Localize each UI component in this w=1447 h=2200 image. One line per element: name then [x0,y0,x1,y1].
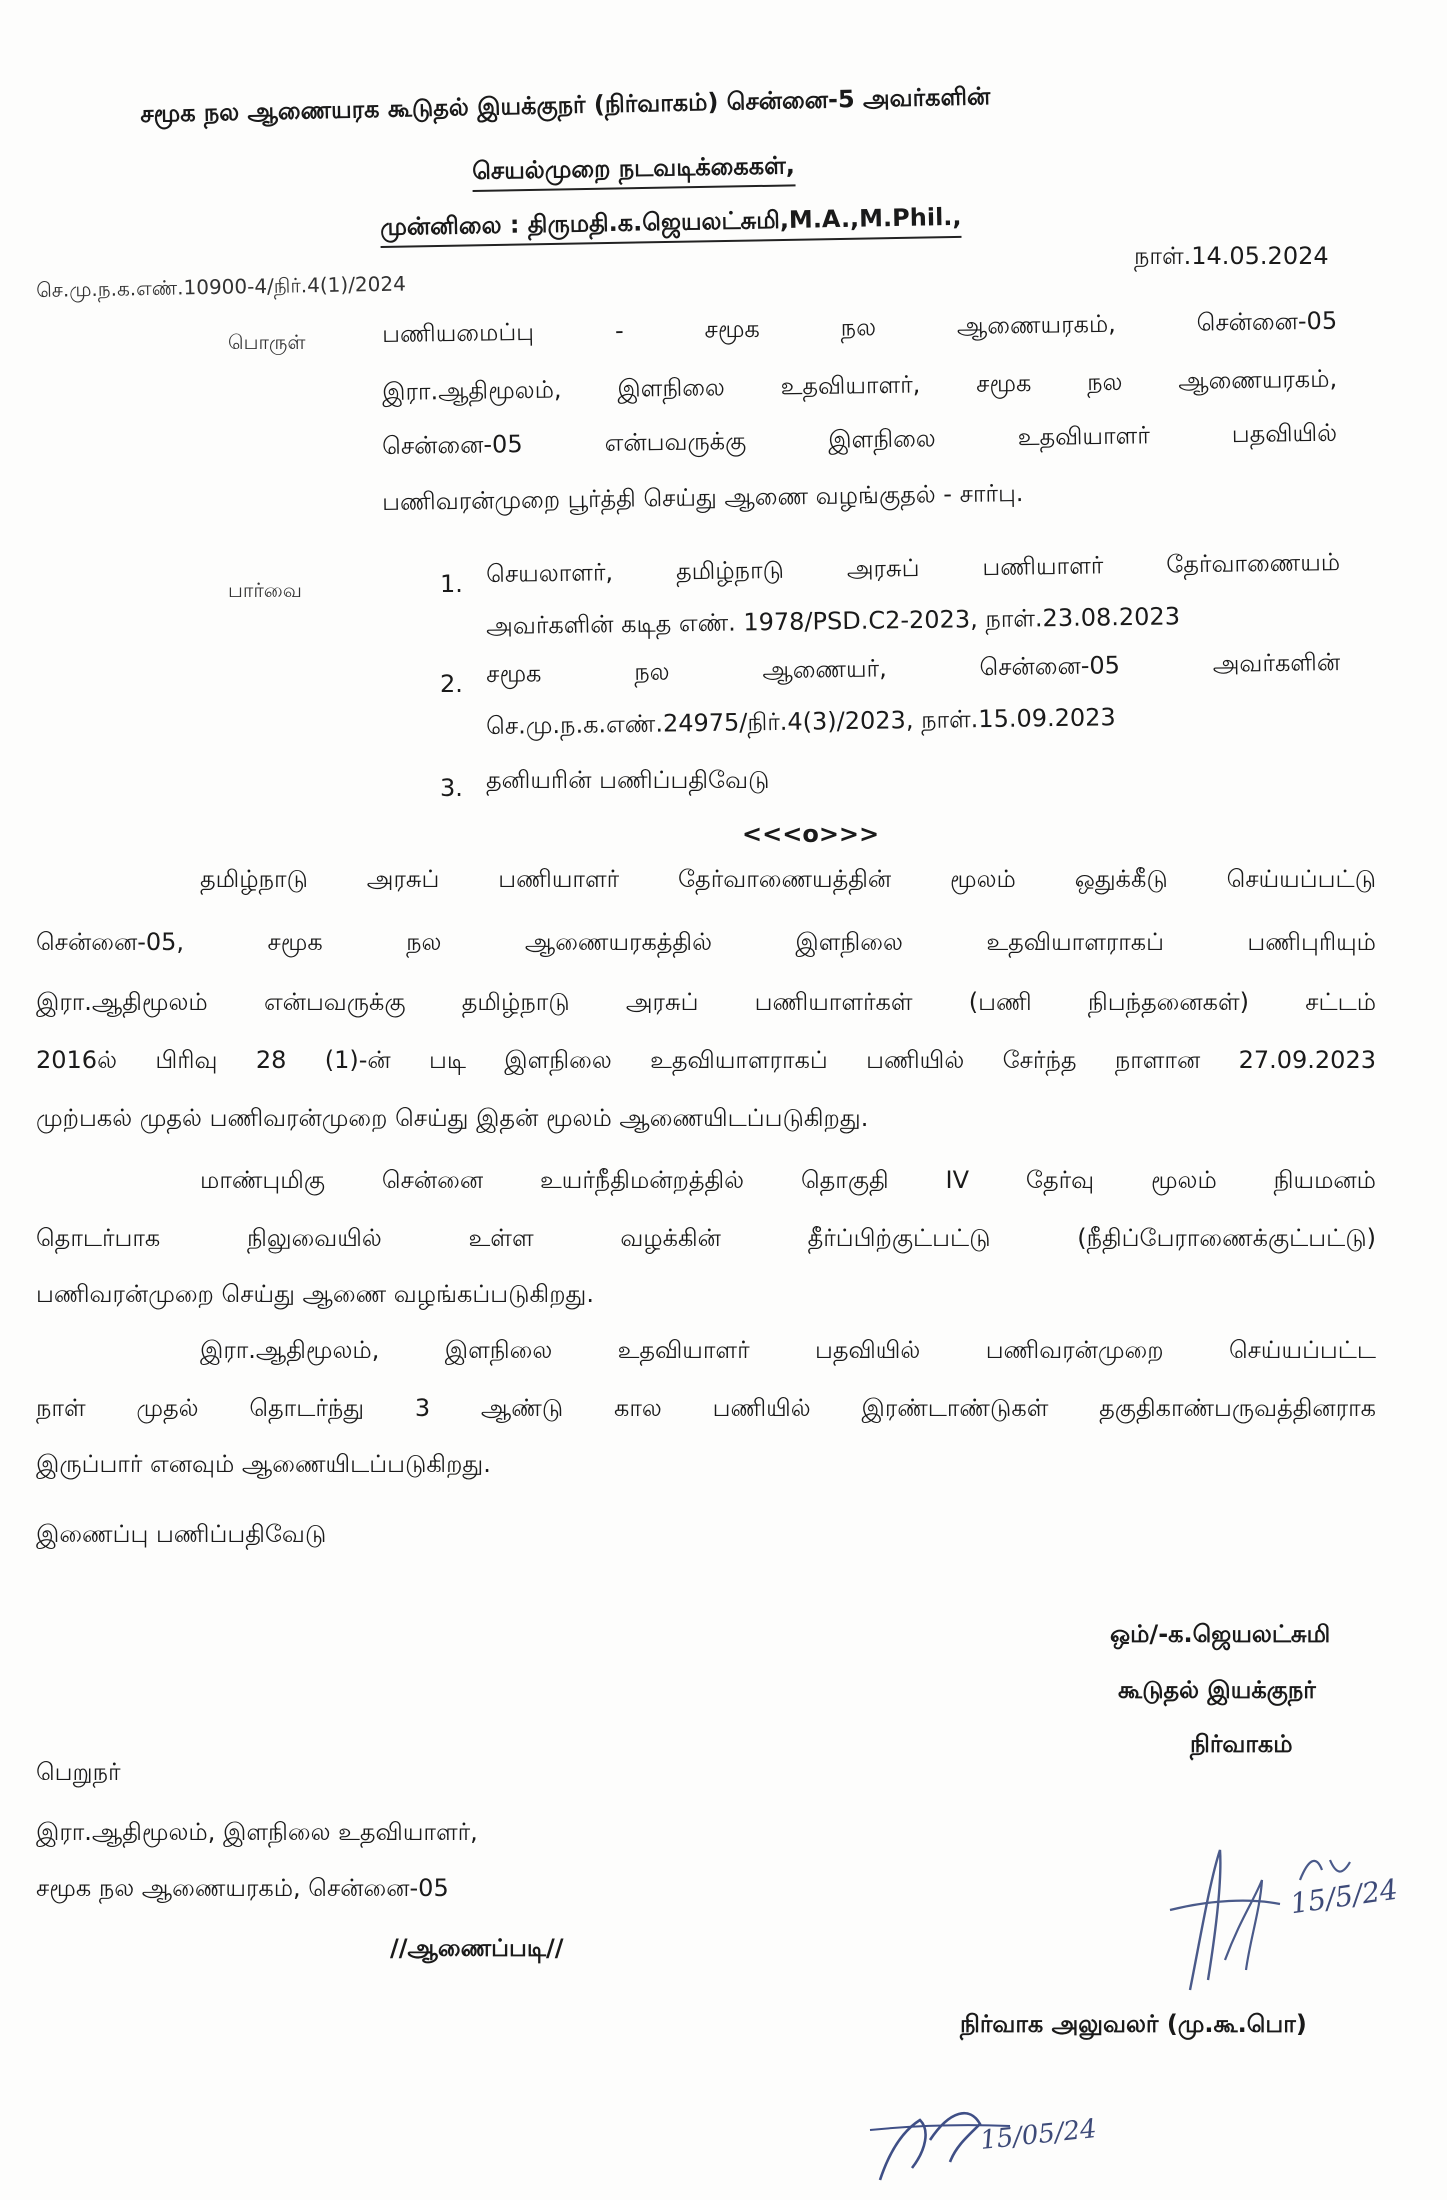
signatory-department: நிர்வாகம் [1190,1730,1293,1758]
header-line-1: சமூக நல ஆணையரக கூடுதல் இயக்குநர் (நிர்வாகம்) சென்னை-5 அவர்களின் [140,82,991,128]
paragraph-3-line-2: நாள் முதல் தொடர்ந்து 3 ஆண்டு கால பணியில் இரண்டாண்டுகள் தகுதிகாண்பருவத்தினராக [36,1394,1376,1422]
officer-designation: நிர்வாக அலுவலர் (மு.கூ.பொ) [960,2010,1307,2038]
paragraph-1-line-4: 2016ல் பிரிவு 28 (1)-ன் படி இளநிலை உதவியாளராகப் பணியில் சேர்ந்த நாளான 27.09.2023 [36,1046,1376,1074]
handwritten-date-bottom: 15/05/24 [978,2113,1099,2157]
subject-line-1: பணியமைப்பு - சமூக நல ஆணையரகம், சென்னை-05 [382,306,1338,348]
subject-line-4: பணிவரன்முறை பூர்த்தி செய்து ஆணை வழங்குதல் - சார்பு. [382,479,1024,516]
reference-2-line-1: சமூக நல ஆணையர், சென்னை-05 அவர்களின் [486,648,1341,688]
reference-1-line-1: செயலாளர், தமிழ்நாடு அரசுப் பணியாளர் தேர்வாணையம் [486,548,1341,588]
document-date: நாள்.14.05.2024 [1134,242,1329,270]
header-line-2: செயல்முறை நடவடிக்கைகள், [472,151,795,192]
copy-mark: //ஆணைப்படி// [390,1934,564,1962]
paragraph-1-line-1: தமிழ்நாடு அரசுப் பணியாளர் தேர்வாணையத்தின் மூலம் ஒதுக்கீடு செய்யப்பட்டு [200,865,1376,893]
reference-2-line-2: செ.மு.ந.க.எண்.24975/நிர்.4(3)/2023, நாள்.15.09.2023 [486,703,1116,740]
enclosure-line: இணைப்பு பணிப்பதிவேடு [36,1520,327,1548]
subject-line-2: இரா.ஆதிமூலம், இளநிலை உதவியாளர், சமூக நல ஆணையரகம், [382,364,1338,406]
subject-label: பொருள் [228,330,306,354]
reference-3-number: 3. [440,774,463,802]
reference-1-line-2: அவர்களின் கடித எண். 1978/PSD.C2-2023, நாள்.23.08.2023 [486,602,1181,640]
section-separator: <<<o>>> [742,820,880,848]
header-line-3: முன்னிலை : திருமதி.க.ஜெயலட்சுமி,M.A.,M.Phil., [380,203,962,248]
reference-number: செ.மு.ந.க.எண்.10900-4/நிர்.4(1)/2024 [36,271,407,302]
signatory-name: ஒம்/-க.ஜெயலட்சுமி [1110,1620,1331,1648]
handwritten-date-top: 15/5/24 [1288,1872,1400,1921]
references-label: பார்வை [228,578,302,602]
paragraph-1-line-5: முற்பகல் முதல் பணிவரன்முறை செய்து இதன் மூலம் ஆணையிடப்படுகிறது. [36,1104,869,1132]
paragraph-2-line-3: பணிவரன்முறை செய்து ஆணை வழங்கப்படுகிறது. [36,1280,594,1308]
paragraph-1-line-3: இரா.ஆதிமூலம் என்பவருக்கு தமிழ்நாடு அரசுப் பணியாளர்கள் (பணி நிபந்தனைகள்) சட்டம் [36,988,1377,1016]
recipient-line-2: சமூக நல ஆணையரகம், சென்னை-05 [36,1874,449,1902]
recipient-label: பெறுநர் [36,1758,121,1786]
signatory-designation: கூடுதல் இயக்குநர் [1118,1676,1316,1704]
reference-3-line-1: தனியரின் பணிப்பதிவேடு [486,766,770,794]
paragraph-1-line-2: சென்னை-05, சமூக நல ஆணையரகத்தில் இளநிலை உதவியாளராகப் பணிபுரியும் [36,928,1376,956]
paragraph-3-line-3: இருப்பார் எனவும் ஆணையிடப்படுகிறது. [36,1450,491,1478]
reference-1-number: 1. [440,570,463,598]
paragraph-2-line-1: மாண்புமிகு சென்னை உயர்நீதிமன்றத்தில் தொகுதி IV தேர்வு மூலம் நியமனம் [200,1166,1376,1194]
subject-line-3: சென்னை-05 என்பவருக்கு இளநிலை உதவியாளர் பதவியில் [382,418,1338,460]
reference-2-number: 2. [440,670,463,698]
paragraph-3-line-1: இரா.ஆதிமூலம், இளநிலை உதவியாளர் பதவியில் பணிவரன்முறை செய்யப்பட்ட [200,1336,1376,1364]
handwritten-signature-top [1150,1840,1410,2000]
recipient-line-1: இரா.ஆதிமூலம், இளநிலை உதவியாளர், [36,1818,478,1846]
paragraph-2-line-2: தொடர்பாக நிலுவையில் உள்ள வழக்கின் தீர்ப்பிற்குட்பட்டு (நீதிப்பேராணைக்குட்பட்டு) [36,1224,1376,1252]
